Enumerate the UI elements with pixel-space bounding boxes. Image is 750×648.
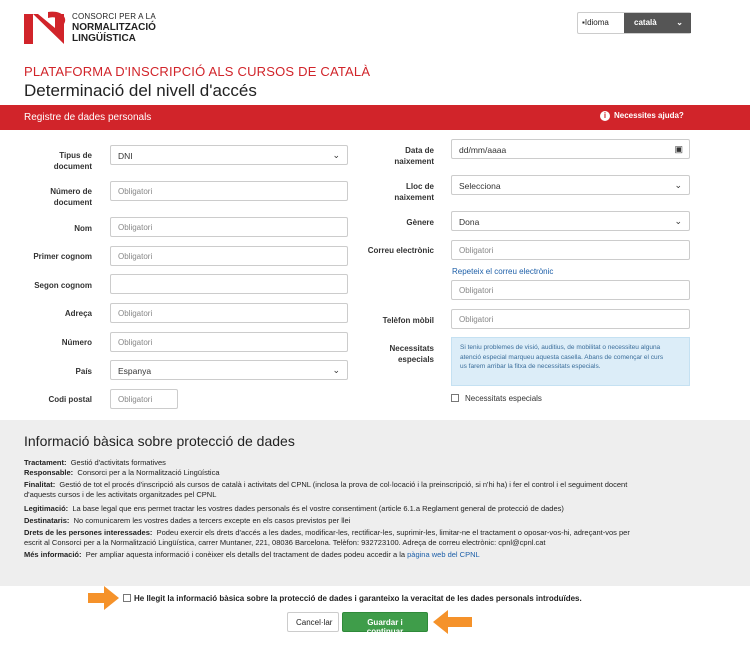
page-subtitle: Determinació del nivell d'accés (24, 81, 257, 100)
address-input[interactable]: Obligatori (110, 303, 348, 323)
chevron-down-icon: ⌄ (674, 180, 682, 190)
arrow-right-icon (88, 586, 120, 610)
label-name: Nom (74, 224, 92, 233)
chevron-down-icon: ⌄ (332, 365, 340, 375)
label-gender: Gènere (406, 218, 434, 227)
privacy-item-legitimation: Legitimació: La base legal que ens permet tractar les vostres dades personals és el vostre consentiment (article 6.1.a Reglament general de protecció de dades) (24, 504, 564, 513)
calendar-icon[interactable]: ▣ (674, 144, 683, 154)
label-birth-date: Data de naixement (394, 146, 434, 166)
privacy-item-treatment: Tractament: Gestió d'activitats formatives (24, 458, 166, 467)
phone-input[interactable]: Obligatori (451, 309, 690, 329)
label-special-needs: Necessitats especials (389, 344, 434, 364)
label-first-surname: Primer cognom (33, 252, 92, 261)
privacy-item-responsible: Responsable: Consorci per a la Normalització Lingüística (24, 468, 220, 477)
country-select[interactable]: Espanya ⌄ (110, 360, 348, 380)
label-phone: Telèfon mòbil (382, 316, 434, 325)
page-title: PLATAFORMA D'INSCRIPCIÓ ALS CURSOS DE CATALÀ (24, 64, 371, 79)
first-surname-input[interactable]: Obligatori (110, 246, 348, 266)
repeat-email-label: Repeteix el correu electrònic (452, 267, 554, 276)
logo-mark-icon (24, 10, 68, 48)
agreement-row[interactable]: He llegit la informació bàsica sobre la protecció de dades i garanteixo la veracitat de les dades personals introduïdes. (123, 594, 582, 603)
privacy-heading: Informació bàsica sobre protecció de dades (24, 433, 295, 449)
document-number-input[interactable]: Obligatori (110, 181, 348, 201)
document-type-select[interactable]: DNI ⌄ (110, 145, 348, 165)
arrow-left-icon (432, 610, 472, 634)
name-input[interactable]: Obligatori (110, 217, 348, 237)
birthplace-select[interactable]: Selecciona ⌄ (451, 175, 690, 195)
chevron-down-icon: ⌄ (332, 150, 340, 160)
privacy-item-rights: Drets de les persones interessades: Podeu exercir els drets d'accés a les dades, modificar-les, rectificar-les, suprimir-les, limitar-ne el tractament o oposar-vos-hi, adreçant-vos per escrit al Consorci per a la Normalització Lingüística, carrer Muntaner, 221, 08036 Barcelona. Telèfon: 932723100. Adreça de correu electrònic: cpnl@cpnl.cat (24, 528, 630, 547)
label-country: País (75, 367, 92, 376)
label-email: Correu electrònic (367, 246, 434, 255)
label-document-number: Número de document (50, 187, 92, 207)
label-address: Adreça (64, 309, 92, 318)
gender-select[interactable]: Dona ⌄ (451, 211, 690, 231)
label-document-type: Tipus de document (53, 151, 92, 171)
cancel-button[interactable]: Cancel·lar (287, 612, 339, 632)
header (0, 0, 750, 60)
label-second-surname: Segon cognom (34, 281, 92, 290)
info-icon: i (600, 111, 610, 121)
special-needs-info: Si teniu problemes de visió, auditius, de mobilitat o necessiteu alguna atenció especial marqueu aquesta casella. Abans de començar el curs us farem arribar la fitxa de necessitats especials. (451, 337, 690, 386)
label-postal-code: Codi postal (48, 395, 92, 404)
privacy-item-purpose: Finalitat: Gestió de tot el procés d'inscripció als cursos de català i activitats del CPNL (inclosa la prova de col·locació i la preinscripció, si n'hi ha) i fer el control i el seguiment docent d'aquests cursos i de les activitats organitzades pel CPNL (24, 480, 628, 499)
privacy-item-recipients: Destinataris: No comunicarem les vostres dades a tercers excepte en els casos previstos per llei (24, 516, 351, 525)
globe-icon: ▪ (582, 18, 585, 27)
postal-code-input[interactable]: Obligatori (110, 389, 178, 409)
agreement-checkbox[interactable] (123, 594, 131, 602)
logo-line-1: CONSORCI PER A LA (72, 12, 156, 21)
special-needs-checkbox-row[interactable]: Necessitats especials (451, 394, 542, 403)
save-continue-button[interactable]: Guardar i continuar (342, 612, 428, 632)
label-birthplace: Lloc de naixement (394, 182, 434, 202)
cpnl-website-link[interactable]: pàgina web del CPNL (407, 550, 480, 559)
logo-line-2: NORMALITZACIÓ (72, 22, 156, 33)
special-needs-checkbox[interactable] (451, 394, 459, 402)
chevron-down-icon: ⌄ (676, 18, 683, 27)
language-dropdown[interactable]: català ⌄ (624, 13, 691, 33)
second-surname-input[interactable] (110, 274, 348, 294)
privacy-section (0, 420, 750, 586)
language-selector[interactable] (577, 12, 691, 34)
birth-date-input[interactable]: dd/mm/aaaa ▣ (451, 139, 690, 159)
section-title: Registre de dades personals (24, 112, 152, 123)
street-number-input[interactable]: Obligatori (110, 332, 348, 352)
section-bar (0, 105, 750, 130)
cpnl-logo[interactable] (24, 10, 164, 50)
language-label: ▪Idioma (582, 18, 609, 27)
logo-line-3: LINGÜÍSTICA (72, 33, 136, 44)
privacy-item-more-info: Més informació: Per ampliar aquesta informació i conèixer els detalls del tractament de dades podeu accedir a la pàgina web del CPNL (24, 550, 480, 559)
repeat-email-input[interactable]: Obligatori (451, 280, 690, 300)
help-link[interactable]: i Necessites ajuda? (600, 111, 684, 121)
chevron-down-icon: ⌄ (674, 216, 682, 226)
email-input[interactable]: Obligatori (451, 240, 690, 260)
label-number: Número (61, 338, 92, 347)
